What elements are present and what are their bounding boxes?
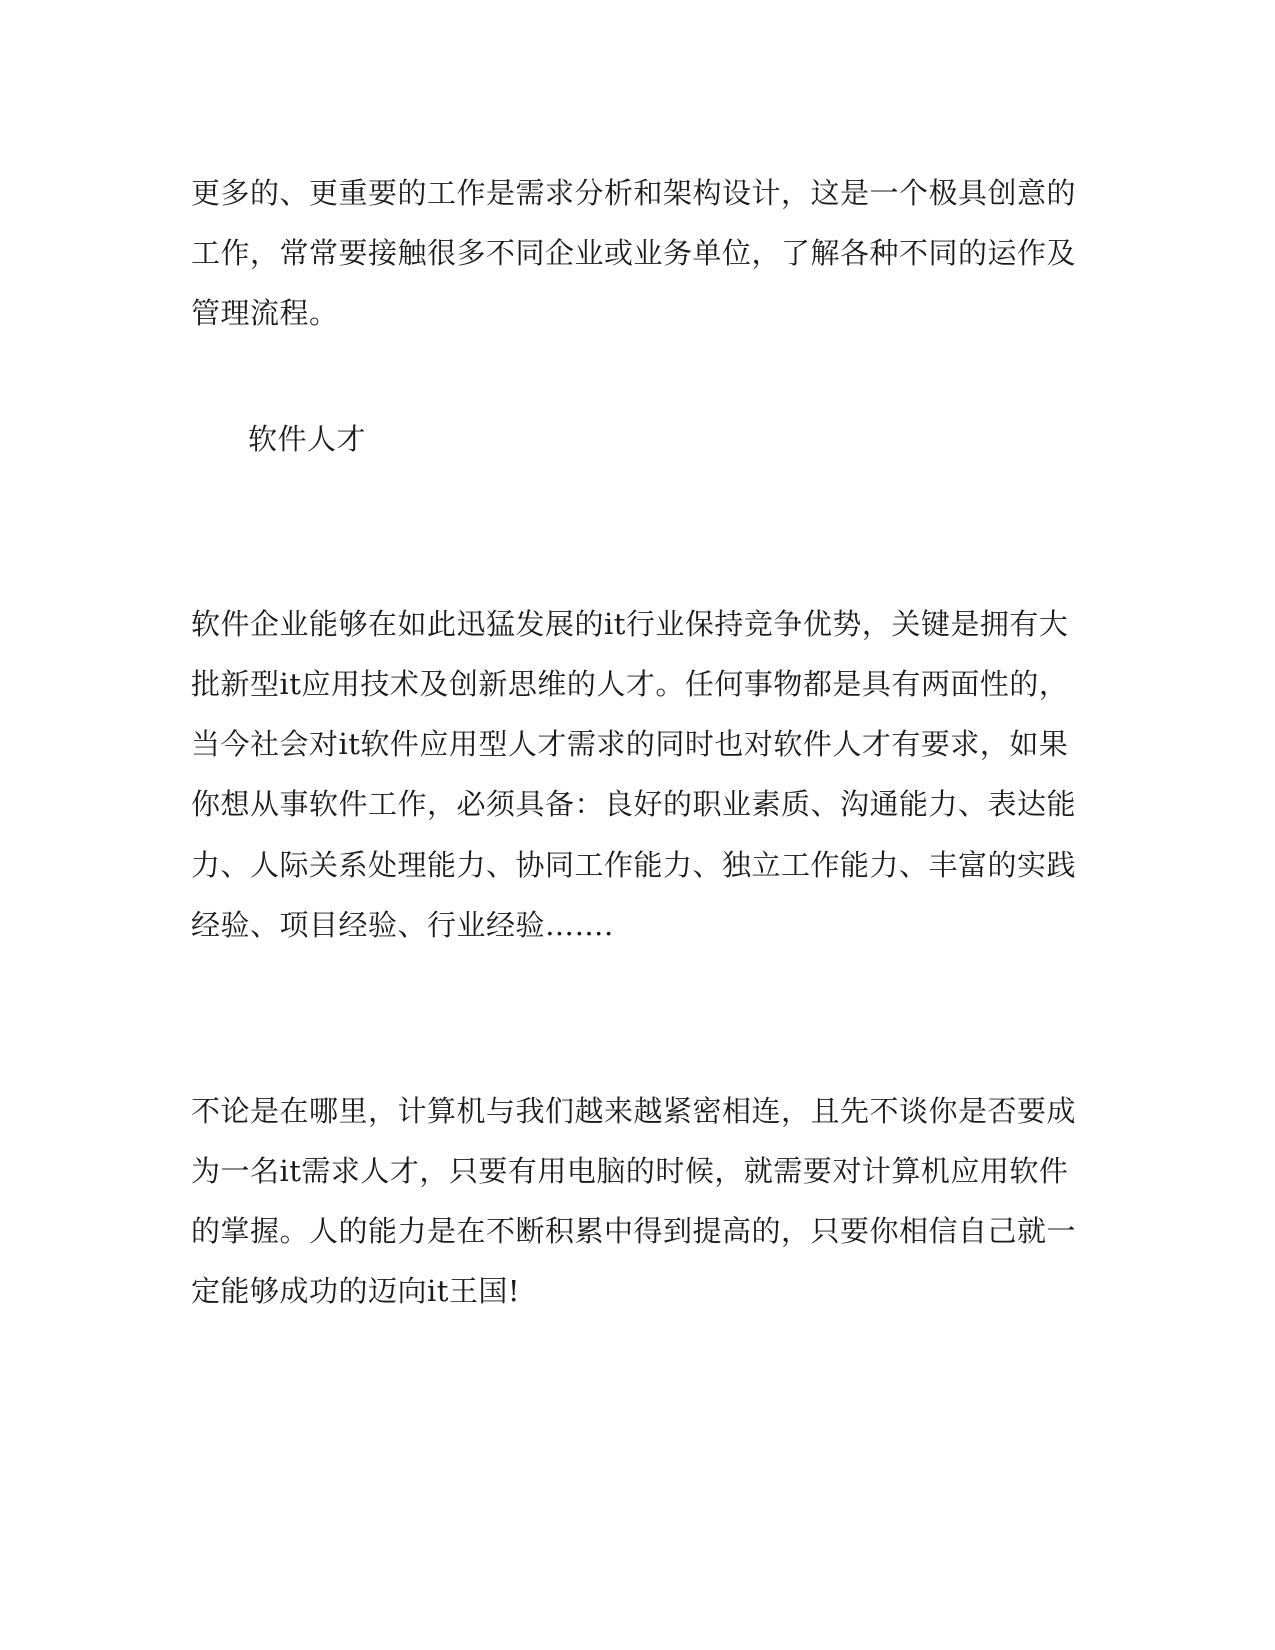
paragraph-3-line-1: 不论是在哪里，计算机与我们越来越紧密相连，且先不谈你是否要成 bbox=[191, 1094, 1077, 1128]
paragraph-2-line-5: 力、人际关系处理能力、协同工作能力、独立工作能力、丰富的实践 bbox=[191, 848, 1077, 882]
section-heading: 软件人才 bbox=[248, 422, 367, 456]
paragraph-1-line-2: 工作，常常要接触很多不同企业或业务单位，了解各种不同的运作及 bbox=[191, 236, 1077, 270]
paragraph-3-line-4: 定能够成功的迈向it王国! bbox=[191, 1274, 521, 1308]
paragraph-3-line-2: 为一名it需求人才，只要有用电脑的时候，就需要对计算机应用软件 bbox=[191, 1154, 1069, 1188]
paragraph-2-line-2: 批新型it应用技术及创新思维的人才。任何事物都是具有两面性的， bbox=[191, 667, 1069, 701]
paragraph-3-line-3: 的掌握。人的能力是在不断积累中得到提高的，只要你相信自己就一 bbox=[191, 1214, 1077, 1248]
paragraph-2-line-4: 你想从事软件工作，必须具备：良好的职业素质、沟通能力、表达能 bbox=[191, 787, 1077, 821]
paragraph-2-line-6: 经验、项目经验、行业经验……. bbox=[191, 908, 614, 942]
paragraph-1-line-1: 更多的、更重要的工作是需求分析和架构设计，这是一个极具创意的 bbox=[191, 176, 1077, 210]
paragraph-2-line-1: 软件企业能够在如此迅猛发展的it行业保持竞争优势，关键是拥有大 bbox=[191, 607, 1069, 641]
paragraph-2-line-3: 当今社会对it软件应用型人才需求的同时也对软件人才有要求，如果 bbox=[191, 727, 1069, 761]
paragraph-1-line-3: 管理流程。 bbox=[191, 296, 339, 330]
